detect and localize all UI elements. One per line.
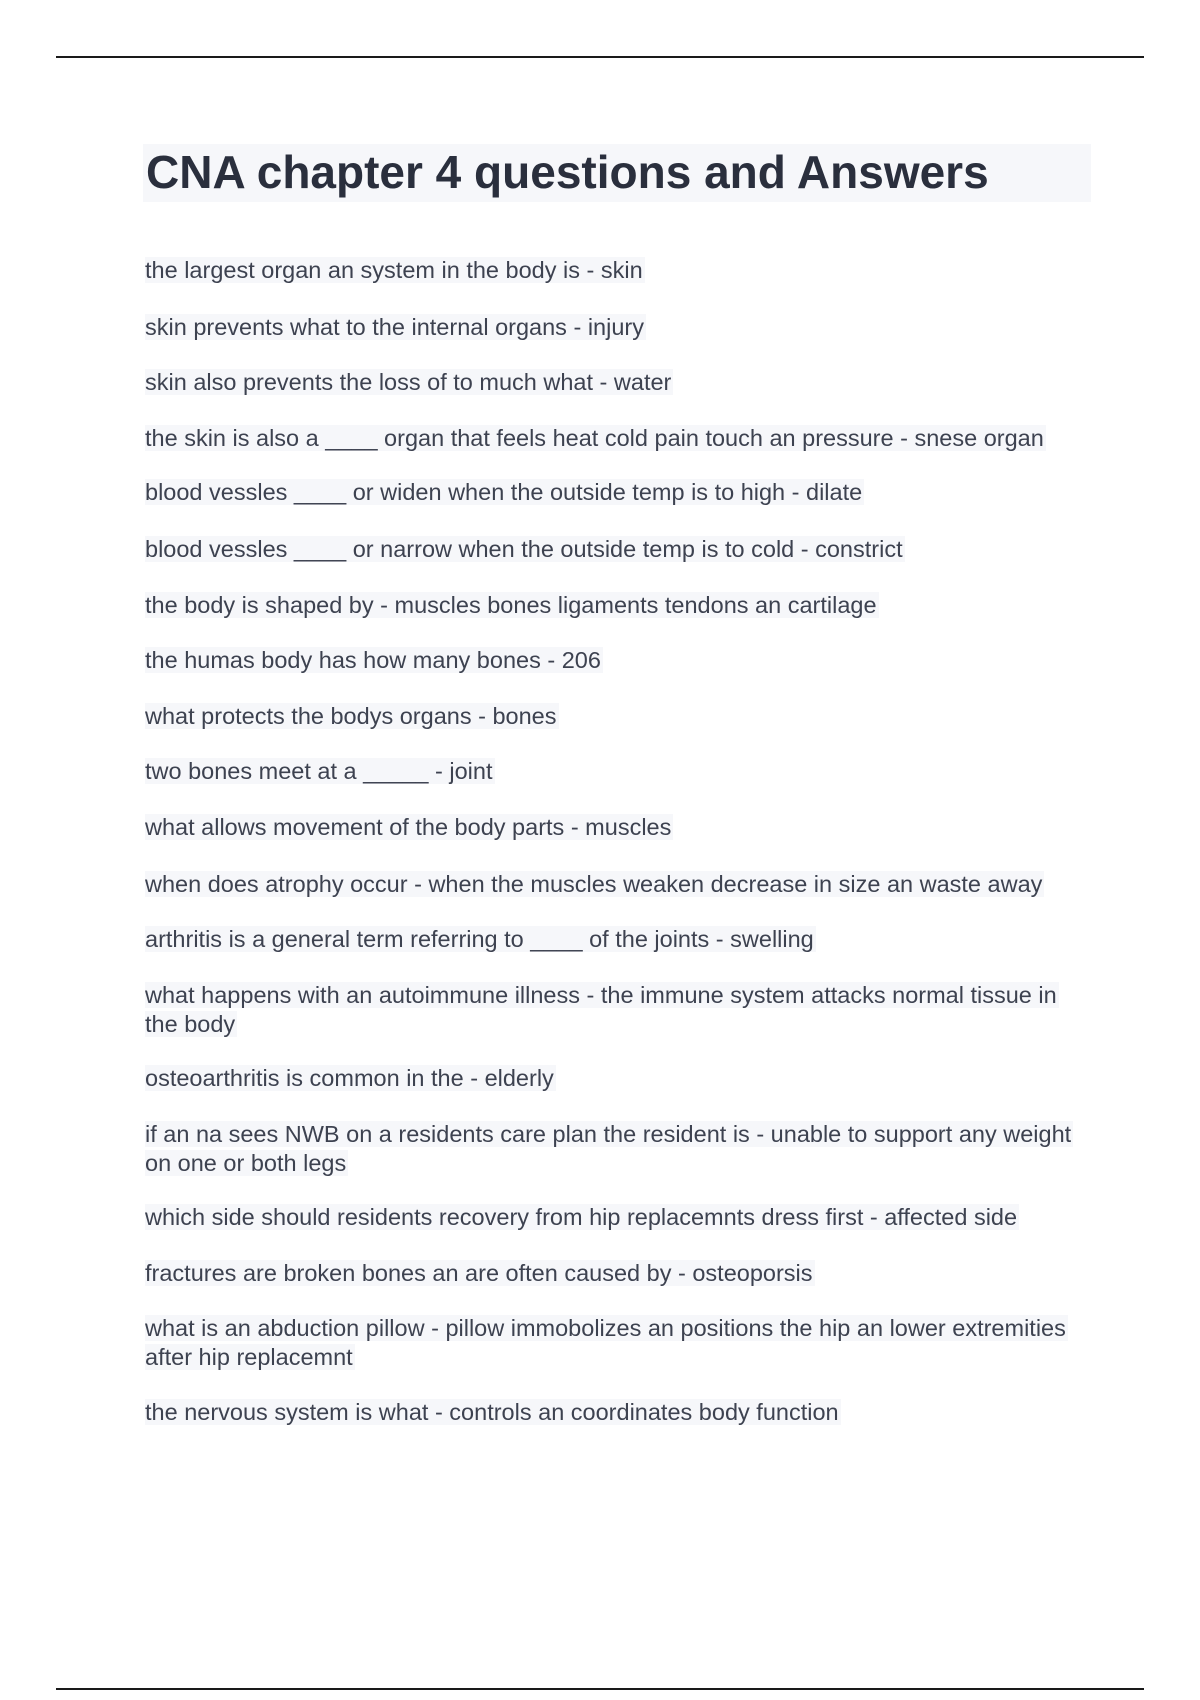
qa-item: [145, 981, 1093, 1039]
qa-item: [145, 368, 1093, 397]
qa-item: [145, 535, 1093, 564]
qa-item: [145, 478, 1093, 507]
qa-text: if an na sees NWB on a residents care plan the resident is - unable to support any weight on one or both legs: [145, 1121, 1072, 1176]
qa-text: when does atrophy occur - when the muscles weaken decrease in size an waste away: [145, 871, 1043, 897]
bottom-rule: [56, 1688, 1144, 1690]
qa-item: [145, 591, 1093, 620]
qa-item: [145, 1398, 1093, 1427]
qa-text: blood vessles ____ or widen when the outside temp is to high - dilate: [145, 479, 863, 505]
qa-item: [145, 1064, 1093, 1093]
qa-item: [145, 1314, 1093, 1372]
qa-text: what allows movement of the body parts - muscles: [145, 814, 672, 840]
qa-text: fractures are broken bones an are often caused by - osteoporsis: [145, 1260, 813, 1286]
qa-text: what happens with an autoimmune illness - the immune system attacks normal tissue in the body: [145, 982, 1057, 1037]
qa-text: skin prevents what to the internal organs - injury: [145, 314, 644, 340]
qa-item: [145, 813, 1093, 842]
qa-text: what is an abduction pillow - pillow immobolizes an positions the hip an lower extremities after hip replacemnt: [145, 1315, 1066, 1370]
qa-item: [145, 424, 1093, 453]
qa-text: skin also prevents the loss of to much what - water: [145, 369, 672, 395]
qa-text: two bones meet at a _____ - joint: [145, 758, 493, 784]
qa-item: [145, 925, 1093, 954]
qa-text: the body is shaped by - muscles bones ligaments tendons an cartilage: [145, 592, 877, 618]
qa-text: blood vessles ____ or narrow when the outside temp is to cold - constrict: [145, 536, 903, 562]
qa-item: [145, 1203, 1093, 1232]
qa-item: [145, 757, 1093, 786]
qa-text: the humas body has how many bones - 206: [145, 647, 601, 673]
qa-text: osteoarthritis is common in the - elderly: [145, 1065, 554, 1091]
qa-item: [145, 256, 1093, 285]
qa-text: the skin is also a ____ organ that feels heat cold pain touch an pressure - snese organ: [145, 425, 1044, 451]
qa-item: [145, 1259, 1093, 1288]
document-title: CNA chapter 4 questions and Answers: [146, 146, 989, 198]
qa-item: [145, 1120, 1093, 1178]
qa-text: what protects the bodys organs - bones: [145, 703, 557, 729]
qa-text: the nervous system is what - controls an coordinates body function: [145, 1399, 839, 1425]
qa-item: [145, 646, 1093, 675]
qa-item: [145, 702, 1093, 731]
qa-item: [145, 313, 1093, 342]
qa-text: which side should residents recovery from hip replacemnts dress first - affected side: [145, 1204, 1018, 1230]
qa-item: [145, 870, 1093, 899]
qa-text: the largest organ an system in the body is - skin: [145, 257, 643, 283]
qa-text: arthritis is a general term referring to ____ of the joints - swelling: [145, 926, 814, 952]
